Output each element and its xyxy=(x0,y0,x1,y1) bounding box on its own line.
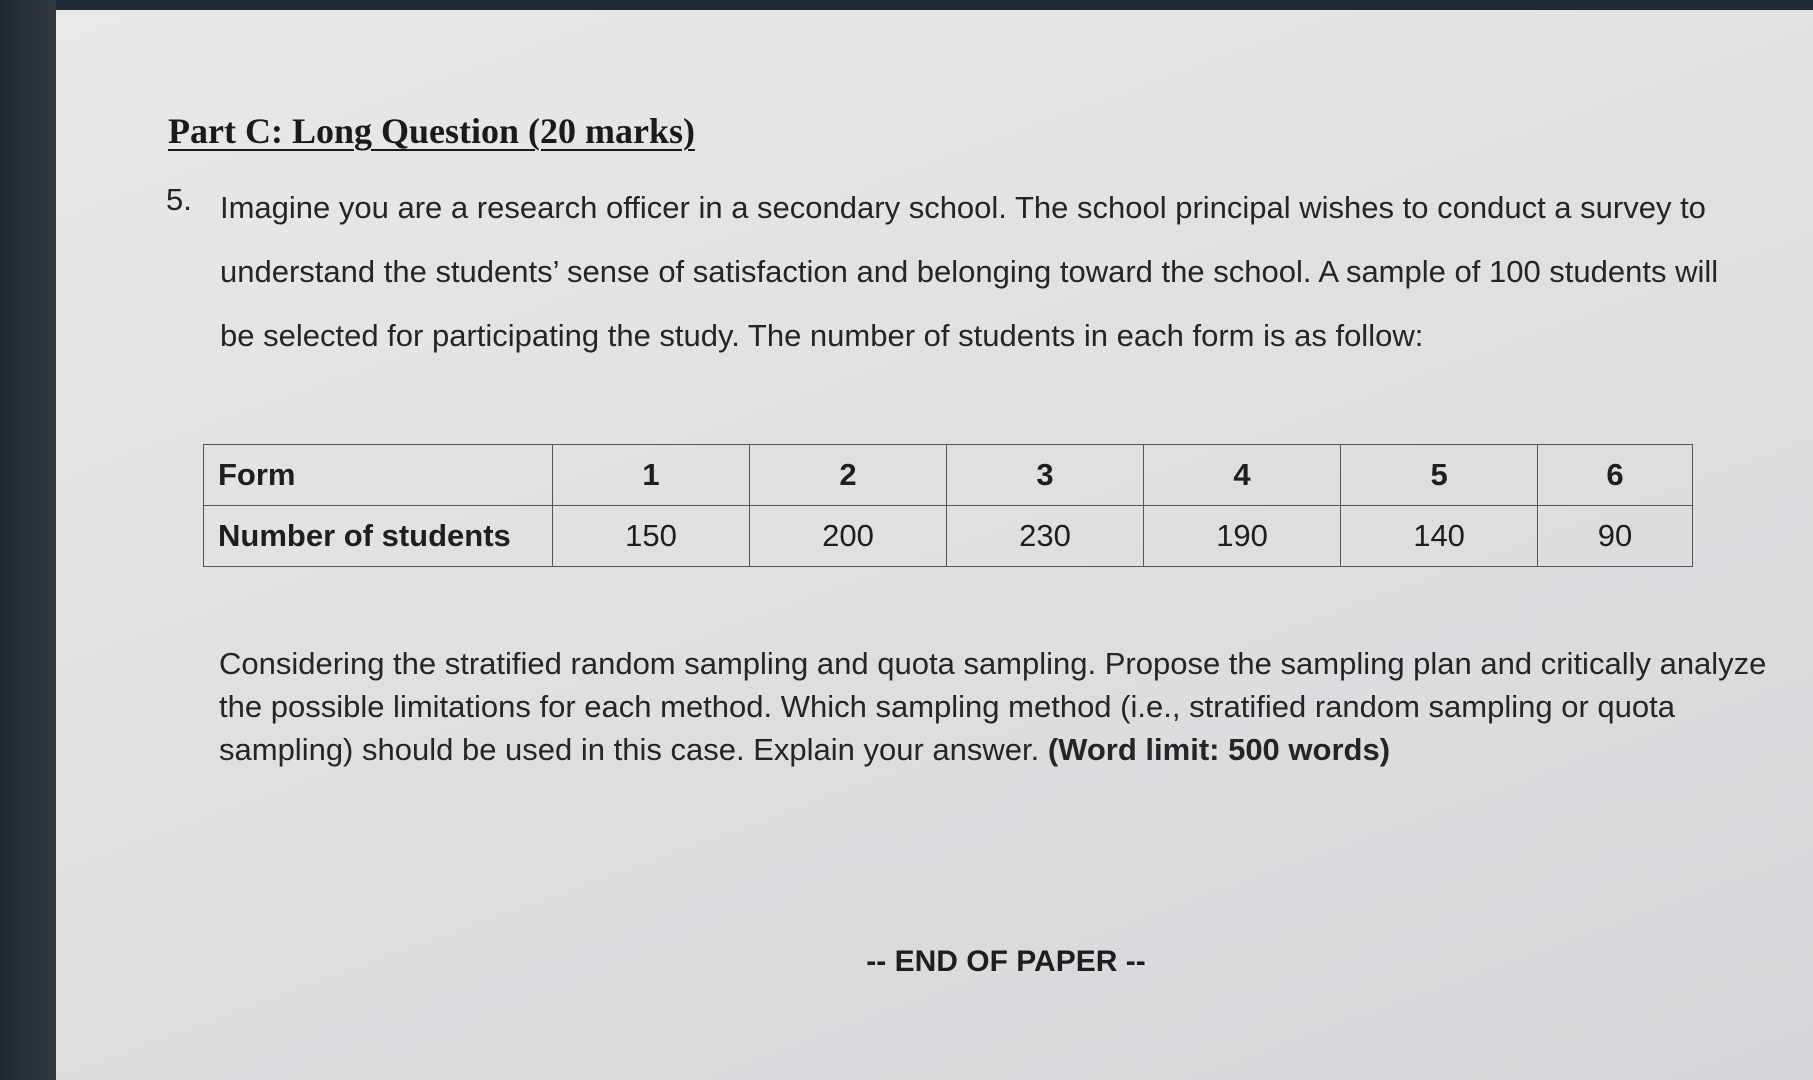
table-row xyxy=(204,506,1693,567)
table-header-row xyxy=(204,445,1693,506)
form-cell: 4 xyxy=(1144,445,1341,506)
word-limit-text: (Word limit: 500 words) xyxy=(1047,732,1391,767)
question-number: 5. xyxy=(166,182,192,217)
exam-paper xyxy=(56,10,1813,1080)
instruction-text: Considering the stratified random sampling and quota sampling. Propose the sampling plan and critically analyze the possible limitations for each method. Which sampling method (i.e., stratified random sampling or quota sampling) should be used in this case. Explain your answer. xyxy=(219,646,1767,767)
count-cell: 90 xyxy=(1538,506,1693,567)
count-cell: 150 xyxy=(553,506,750,567)
section-heading: Part C: Long Question (20 marks) xyxy=(168,111,695,151)
instruction-paragraph xyxy=(219,642,1774,771)
count-cell: 200 xyxy=(750,506,947,567)
count-cell: 190 xyxy=(1144,506,1341,567)
students-per-form-table xyxy=(203,444,1693,567)
form-cell: 6 xyxy=(1538,445,1693,506)
students-row-label: Number of students xyxy=(204,506,553,567)
monitor-left-bezel xyxy=(0,0,56,1080)
count-cell: 140 xyxy=(1341,506,1538,567)
form-cell: 1 xyxy=(553,445,750,506)
form-header-label: Form xyxy=(204,445,553,506)
end-of-paper-marker: -- END OF PAPER -- xyxy=(866,945,1146,978)
form-cell: 5 xyxy=(1341,445,1538,506)
question-text: Imagine you are a research officer in a secondary school. The school principal wishes to conduct a survey to understand the students’ sense of satisfaction and belonging toward the school. A sample of 100 students will be selected for participating the study. The number of students in each form is as follow: xyxy=(220,190,1719,353)
count-cell: 230 xyxy=(947,506,1144,567)
form-cell: 2 xyxy=(750,445,947,506)
form-cell: 3 xyxy=(947,445,1144,506)
